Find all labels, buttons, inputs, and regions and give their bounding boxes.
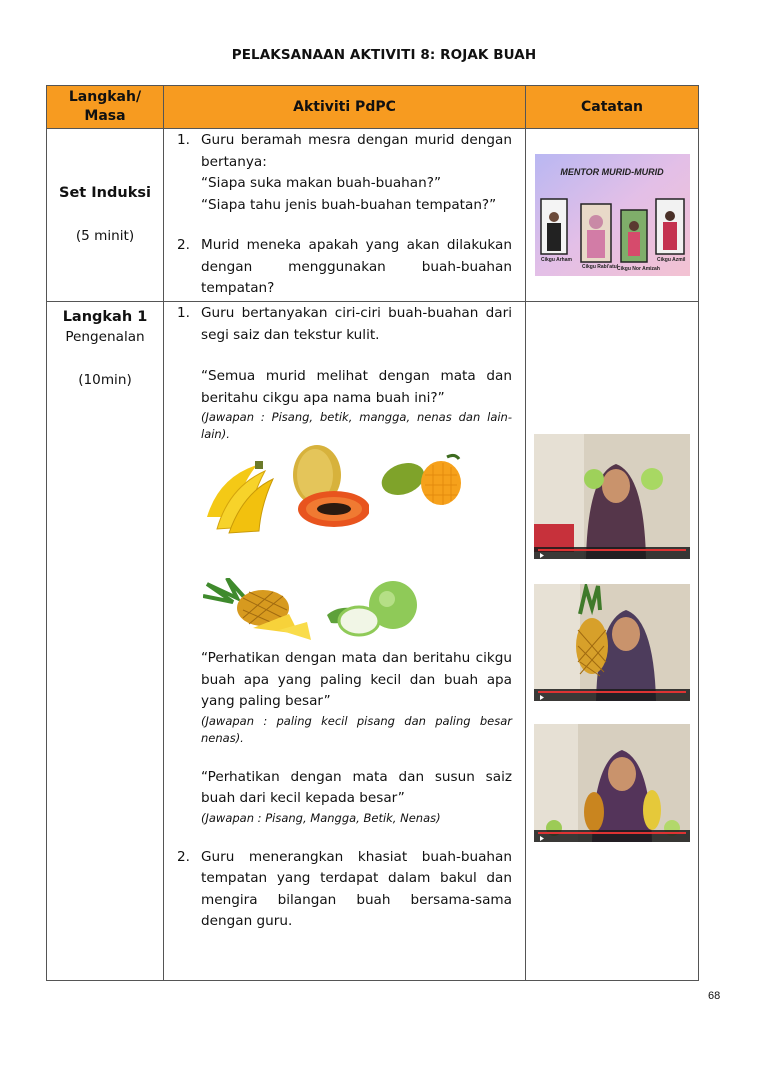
mentor-name: Cikgu Arham xyxy=(540,257,572,263)
list-item: 2. Murid meneka apakah yang akan dilakukan dengan menggunakan buah-buahan tempatan? xyxy=(177,237,512,296)
banana-image xyxy=(199,457,279,537)
step-label: Langkah 1 xyxy=(62,309,148,325)
mango-image xyxy=(381,453,466,513)
activity-cell xyxy=(164,302,526,981)
list-item: 2. Guru menerangkan khasiat buah-buahan tempatan yang terdapat dalam bakul dan mengira bilangan buah bersama-sama dengan guru. xyxy=(177,848,512,929)
list-item: 1. Guru beramah mesra dengan murid dengan bertanya: “Siapa suka makan buah-buahan?” “Siapa tahu jenis buah-buahan tempatan?” xyxy=(177,132,512,213)
step-label: Set Induksi xyxy=(59,184,151,201)
activity-cell xyxy=(164,129,526,302)
header-step: Langkah/ Masa xyxy=(47,86,164,129)
papaya-image xyxy=(289,443,369,538)
list-item: 1. Guru bertanyakan ciri-ciri buah-buahan dari segi saiz dan tekstur kulit. “Semua murid melihat dengan mata dan beritahu cikgu apa nama buah ini?” (Jawapan : Pisang, betik, mangga, nenas dan lain-lain). “Perhatikan dengan mata dan beritahu cikgu buah apa yang paling kecil dan buah apa yang paling besar” (Jawapan : paling kecil pisang dan paling besar nenas). “Perhatikan dengan mata dan susun saiz buah dari kecil kepada besar” (Jawapan : Pisang, Mangga, Betik, Nenas) xyxy=(177,305,512,825)
header-notes: Catatan xyxy=(526,86,699,129)
table-row xyxy=(47,302,699,981)
header-activity: Aktiviti PdPC xyxy=(164,86,526,129)
step-cell xyxy=(47,302,164,981)
step-cell xyxy=(47,129,164,302)
fruit-images-row xyxy=(201,443,512,543)
video-thumbnail-guava[interactable] xyxy=(534,434,690,559)
answer-text: (Jawapan : Pisang, Mangga, Betik, Nenas) xyxy=(201,810,441,825)
video-thumbnail-papaya[interactable] xyxy=(534,724,690,842)
video-thumbnail-pineapple[interactable] xyxy=(534,584,690,701)
notes-cell xyxy=(526,302,699,981)
mentor-poster-title: MENTOR MURID-MURID xyxy=(559,167,664,177)
answer-text: (Jawapan : paling kecil pisang dan paling besar nenas). xyxy=(201,713,512,745)
page-title: PELAKSANAAN AKTIVITI 8: ROJAK BUAH xyxy=(231,47,537,63)
notes-cell xyxy=(526,129,699,302)
mentor-poster-image xyxy=(535,154,690,276)
table-header-row xyxy=(47,86,699,129)
question-text: “Perhatikan dengan mata dan beritahu cikgu buah apa yang paling kecil dan buah apa yang paling besar” xyxy=(201,650,512,709)
activity-table xyxy=(46,85,699,981)
step-time: (10min) xyxy=(78,371,132,388)
fruit-images-row xyxy=(201,543,512,648)
mentor-name: Cikgu Rabi'atul xyxy=(581,264,618,270)
mentor-name: Cikgu Azmil xyxy=(656,257,685,263)
answer-text: (Jawapan : Pisang, betik, mangga, nenas dan lain-lain). xyxy=(201,410,512,441)
step-sublabel: Pengenalan xyxy=(65,329,145,345)
table-row xyxy=(47,129,699,302)
pineapple-image xyxy=(203,578,313,648)
page-number: 68 xyxy=(708,990,721,1002)
step-time: (5 minit) xyxy=(75,228,135,244)
question-text: “Perhatikan dengan mata dan susun saiz buah dari kecil kepada besar” xyxy=(201,768,512,806)
question-text: “Semua murid melihat dengan mata dan beritahu cikgu apa nama buah ini?” xyxy=(201,368,512,406)
mentor-name: Cikgu Nor Amizah xyxy=(616,266,660,272)
guava-image xyxy=(323,573,423,643)
